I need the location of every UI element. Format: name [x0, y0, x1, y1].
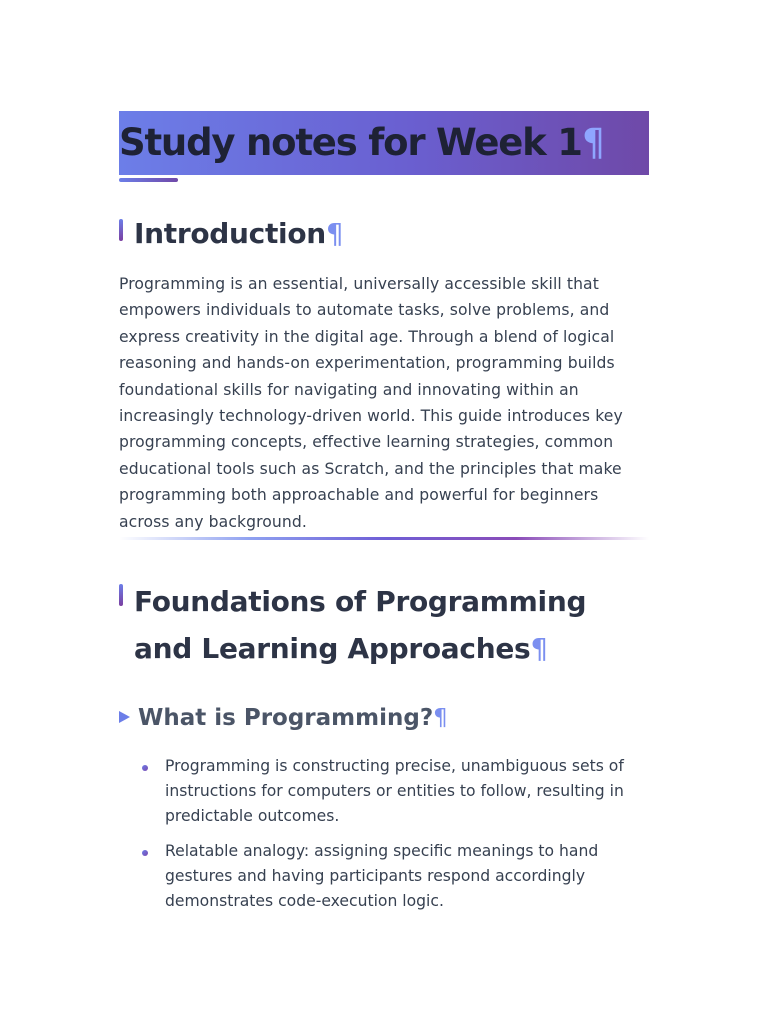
triangle-right-icon: [119, 711, 130, 723]
list-item: [119, 839, 649, 913]
page-title-text: Study notes for Week 1: [119, 121, 582, 164]
section-heading-text: Foundations of Programming and Learning Approaches: [134, 585, 587, 665]
pilcrow-mark: ¶: [325, 217, 344, 250]
pilcrow-mark: ¶: [433, 705, 448, 731]
title-underline: [119, 178, 178, 182]
bullet-dot-icon: [142, 850, 148, 856]
pilcrow-mark: ¶: [581, 121, 605, 164]
list-item-text: Relatable analogy: assigning specific meanings to hand gestures and having participants respond accordingly demonstrates code-execution logic.: [165, 842, 599, 910]
subheading: [138, 702, 448, 734]
list-item-text: Programming is constructing precise, unambiguous sets of instructions for computers or entities to follow, resulting in predictable outcomes.: [165, 757, 624, 825]
pilcrow-mark: ¶: [530, 632, 548, 665]
section-heading-foundations: [134, 578, 634, 672]
subheading-text: What is Programming?: [138, 705, 434, 731]
section-divider: [119, 537, 649, 540]
section-heading-text: Introduction: [134, 217, 326, 250]
page-title: [119, 122, 604, 164]
title-highlight: [119, 111, 649, 175]
bullet-dot-icon: [142, 765, 148, 771]
subheading-what-is-programming: [119, 702, 649, 734]
section-heading-introduction: [134, 214, 343, 254]
bullet-list: [119, 754, 649, 925]
introduction-paragraph: Programming is an essential, universally accessible skill that empowers individuals to automate tasks, solve problems, and express creativity in the digital age. Through a blend of logical reasoning and hands-on experimentation, programming builds foundational skills for navigating and innovating within an increasingly technology-driven world. This guide introduces key programming concepts, effective learning strategies, common educational tools such as Scratch, and the principles that make programming both approachable and powerful for beginners across any background.: [119, 275, 623, 531]
heading-accent-bar: [119, 584, 123, 606]
heading-accent-bar: [119, 219, 123, 241]
list-item: [119, 754, 649, 828]
